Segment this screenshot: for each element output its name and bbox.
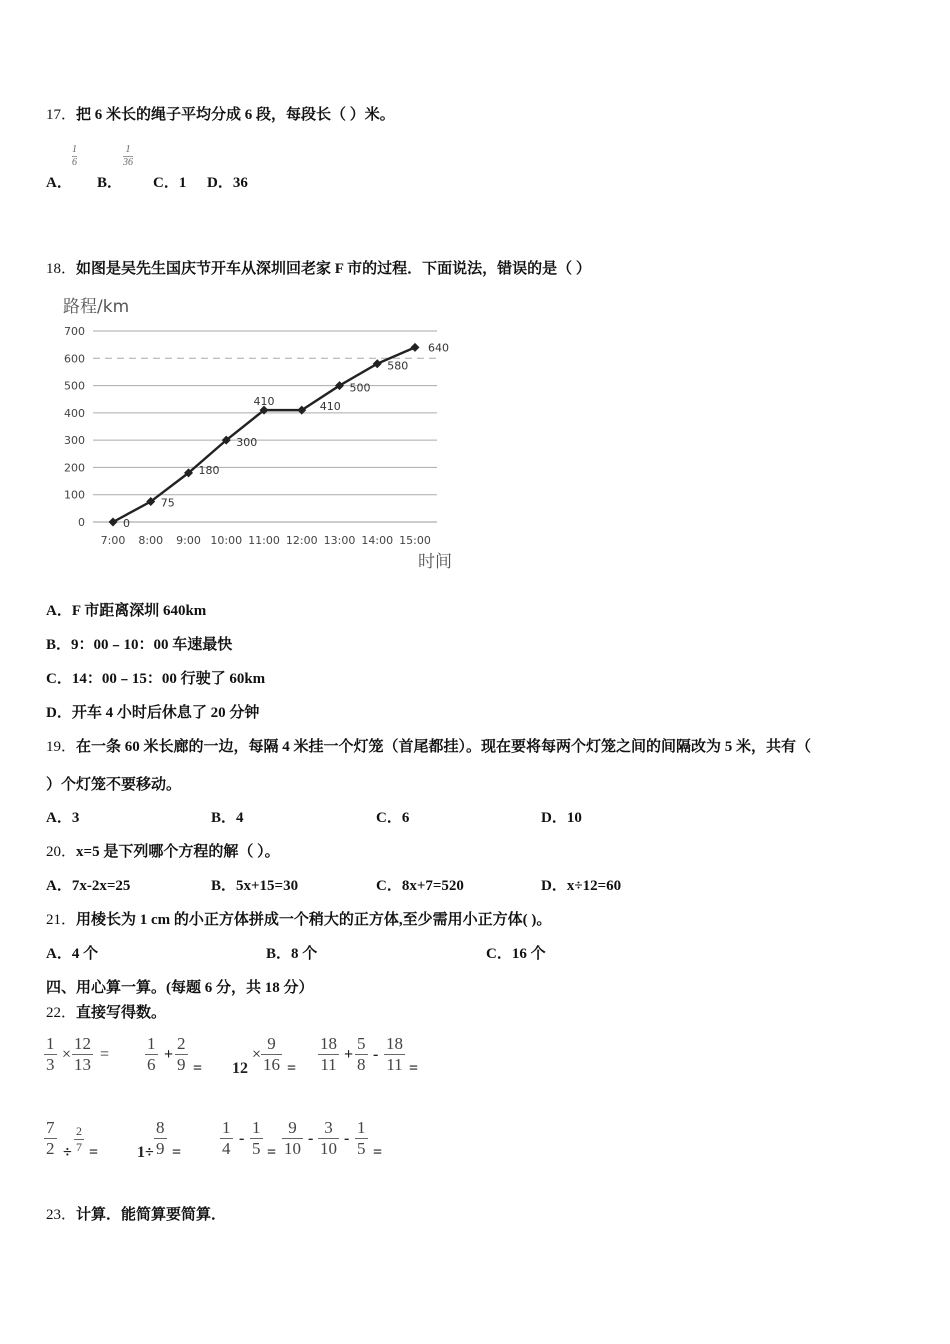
q17-option-a-label: A． <box>46 175 72 191</box>
q21-stem: 21．用棱长为 1 cm 的小正方体拼成一个稍大的正方体,至少需用小正方体( )。 <box>46 912 552 928</box>
q22-r1-e2-frac-b: $\frac{2}{9}$ <box>177 1034 186 1074</box>
q22-r1-e3-op: × <box>252 1046 262 1063</box>
section-4-heading: 四、用心算一算。(每题 6 分，共 18 分） <box>46 980 314 996</box>
q19-stem-line2: ）个灯笼不要移动。 <box>46 777 182 793</box>
chart-y-tick-label: 400 <box>64 406 85 420</box>
q22-r1-e3-frac-b: $\frac{9}{16}$ <box>263 1034 280 1074</box>
chart-series-line <box>113 347 415 522</box>
chart-y-axis-label: 路程/km <box>63 297 130 317</box>
chart-x-tick-label: 8:00 <box>138 534 164 547</box>
q20-stem: 20．x=5 是下列哪个方程的解（ ）。 <box>46 844 280 860</box>
q22-r2-e4-op1: - <box>308 1130 314 1147</box>
q22-r1-e4-frac-b: $\frac{5}{8}$ <box>357 1034 366 1074</box>
q22-r2-e4-frac-a: $\frac{9}{10}$ <box>284 1118 301 1158</box>
q21-option-a: A．4 个 <box>46 946 99 962</box>
q22-r1-e1-frac-a: $\frac{1}{3}$ <box>46 1034 55 1074</box>
q22-r2-e3-op: - <box>239 1130 245 1147</box>
q22-r2-e1-frac-a: $\frac{7}{2}$ <box>46 1118 55 1158</box>
q22-r1-e3-eq: = <box>287 1060 297 1077</box>
chart-x-tick-label: 10:00 <box>210 534 243 547</box>
q22-r2-e4-op2: - <box>344 1130 350 1147</box>
q22-r1-e2-eq: = <box>193 1060 203 1077</box>
chart-data-label: 580 <box>387 359 409 373</box>
q22-r2-e4-frac-c: $\frac{1}{5}$ <box>357 1118 366 1158</box>
q22-r1-e4-op1: + <box>344 1046 354 1063</box>
q20-option-c: C．8x+7=520 <box>376 878 464 894</box>
q17-option-c: C．1 <box>153 175 187 191</box>
q22-r1-e4-eq: = <box>409 1060 419 1077</box>
q22-r2-e4-eq: = <box>373 1144 383 1161</box>
q22-r1-e2-op: + <box>164 1046 174 1063</box>
chart-data-label: 410 <box>253 395 275 409</box>
distance-time-chart <box>55 290 475 580</box>
chart-data-label: 410 <box>319 400 341 414</box>
q17-stem: 17．把 6 米长的绳子平均分成 6 段，每段长（ ）米。 <box>46 107 395 123</box>
q18-option-b: B．9：00﹣10：00 车速最快 <box>46 637 233 653</box>
q22-r1-e1-eq: = <box>100 1046 110 1063</box>
q22-r1-e4-frac-c: $\frac{18}{11}$ <box>386 1034 403 1074</box>
chart-x-tick-label: 13:00 <box>323 534 356 547</box>
q22-r2-e3-frac-a: $\frac{1}{4}$ <box>222 1118 231 1158</box>
q21-option-c: C．16 个 <box>486 946 546 962</box>
chart-y-tick-label: 300 <box>64 434 85 448</box>
chart-y-tick-label: 700 <box>64 325 85 338</box>
q17-option-b-fraction: 1 36 <box>123 144 133 168</box>
q22-r2-e4-frac-b: $\frac{3}{10}$ <box>320 1118 337 1158</box>
chart-data-label: 300 <box>236 436 258 450</box>
q22-r2-e2-lead: 1÷ <box>137 1144 154 1161</box>
chart-y-tick-label: 100 <box>64 488 85 502</box>
q18-option-a: A．F 市距离深圳 640km <box>46 603 207 619</box>
q22-r1-e2-frac-a: $\frac{1}{6}$ <box>147 1034 156 1074</box>
chart-x-tick-label: 9:00 <box>176 534 201 547</box>
q22-r2-e3-eq: = <box>267 1144 277 1161</box>
chart-y-tick-label: 500 <box>64 379 85 393</box>
chart-data-label: 500 <box>349 381 371 395</box>
q22-r2-e1-eq: = <box>89 1144 99 1161</box>
q22-r1-e1-frac-b: $\frac{12}{13}$ <box>74 1034 91 1074</box>
q22-r1-e4-frac-a: $\frac{18}{11}$ <box>320 1034 337 1074</box>
chart-x-tick-label: 15:00 <box>399 534 431 547</box>
chart-y-tick-label: 600 <box>64 352 85 366</box>
q22-r2-e2-frac-b: $\frac{8}{9}$ <box>156 1118 165 1158</box>
q19-option-a: A．3 <box>46 810 80 826</box>
chart-x-axis-label: 时间 <box>418 552 452 572</box>
q20-option-b: B．5x+15=30 <box>211 878 299 894</box>
chart-x-tick-label: 7:00 <box>100 534 126 547</box>
chart-x-tick-label: 11:00 <box>248 534 280 547</box>
q19-option-b: B．4 <box>211 810 244 826</box>
chart-x-tick-label: 12:00 <box>285 534 318 547</box>
chart-data-label: 640 <box>428 341 449 355</box>
chart-y-tick-label: 200 <box>64 461 85 475</box>
chart-y-tick-label: 0 <box>78 516 85 529</box>
q18-stem: 18．如图是吴先生国庆节开车从深圳回老家 F 市的过程．下面说法，错误的是（ ） <box>46 261 591 277</box>
q17-option-b-label: B． <box>97 175 123 191</box>
q19-option-c: C．6 <box>376 810 410 826</box>
q22-r2-e1-frac-b: $\frac{2}{7}$ <box>76 1124 82 1154</box>
q20-option-a: A．7x-2x=25 <box>46 878 131 894</box>
q17-option-a-fraction: 1 6 <box>72 144 77 168</box>
q18-option-d: D．开车 4 小时后休息了 20 分钟 <box>46 705 260 721</box>
q21-option-b: B．8 个 <box>266 946 318 962</box>
chart-point <box>411 343 420 352</box>
q18-option-c: C．14：00﹣15：00 行驶了 60km <box>46 671 266 687</box>
chart-data-label: 0 <box>123 517 130 530</box>
chart-data-label: 180 <box>198 463 220 477</box>
q22-r1-e3-whole: 12 <box>232 1060 248 1077</box>
q20-option-d: D．x÷12=60 <box>541 878 622 894</box>
q22-r2-e2-eq: = <box>172 1144 182 1161</box>
q22-r2-e1-op: ÷ <box>63 1144 72 1161</box>
q22-stem: 22．直接写得数。 <box>46 1005 167 1021</box>
chart-data-label: 75 <box>160 496 175 510</box>
chart-x-tick-label: 14:00 <box>361 534 394 547</box>
q19-option-d: D．10 <box>541 810 582 826</box>
chart-point <box>109 518 118 527</box>
q17-option-d: D．36 <box>207 175 248 191</box>
q22-r1-e1-op: × <box>62 1046 72 1063</box>
q22-r1-e4-op2: - <box>373 1046 379 1063</box>
q22-r2-e3-frac-b: $\frac{1}{5}$ <box>252 1118 261 1158</box>
q19-stem-line1: 19．在一条 60 米长廊的一边，每隔 4 米挂一个灯笼（首尾都挂）。现在要将每两个灯笼之间的间隔改为 5 米，共有（ <box>46 739 812 755</box>
q23-stem: 23．计算．能简算要简算． <box>46 1207 227 1223</box>
